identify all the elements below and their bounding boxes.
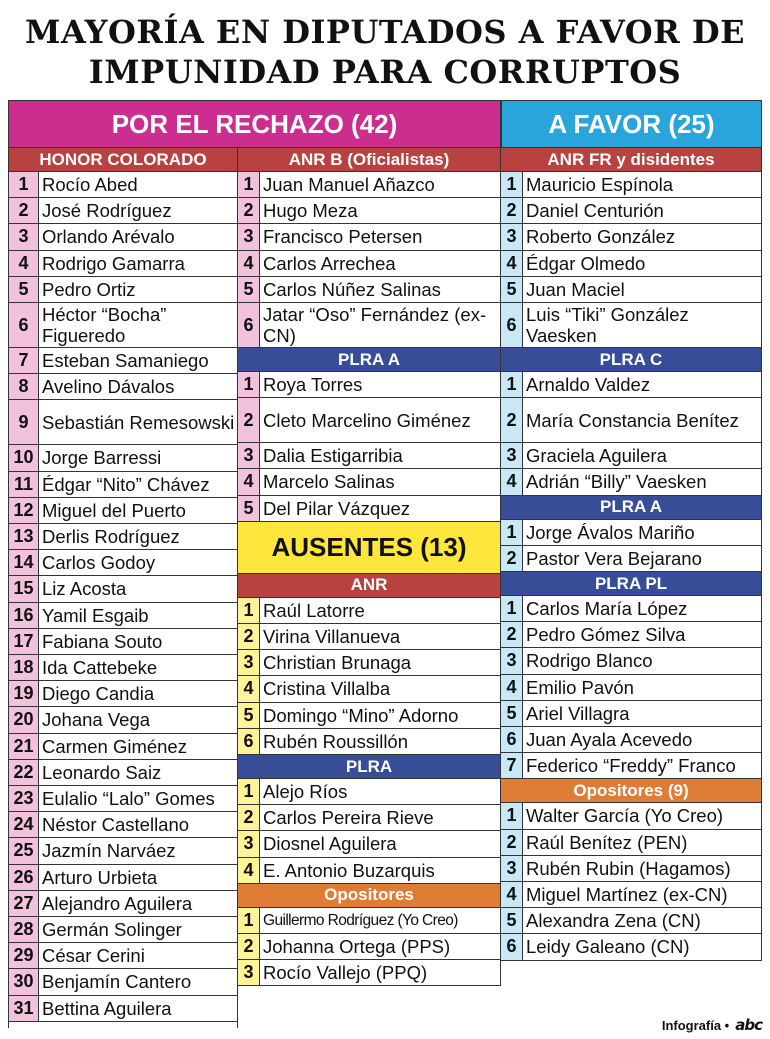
member-number: 8 [9, 374, 39, 399]
member-number: 3 [238, 443, 260, 468]
member-name: Rodrigo Blanco [526, 650, 653, 672]
list-item [501, 908, 761, 934]
list-item [9, 400, 237, 445]
list-item [9, 865, 237, 891]
list-item [501, 622, 761, 648]
member-number: 4 [501, 882, 523, 907]
list-item [238, 624, 500, 650]
member-number: 4 [9, 251, 39, 276]
member-number: 5 [238, 703, 260, 728]
list-item [501, 934, 761, 960]
member-name: Fabiana Souto [42, 630, 163, 652]
member-name: Mauricio Espínola [526, 174, 674, 196]
member-number: 7 [9, 348, 39, 373]
list-item [9, 917, 237, 943]
list-item [238, 908, 500, 934]
member-number: 4 [238, 251, 260, 276]
list-item [501, 803, 761, 829]
member-name: Miguel del Puerto [42, 499, 186, 521]
member-name: Pedro Gómez Silva [526, 624, 686, 646]
list-item [9, 445, 237, 471]
list-item [9, 374, 237, 400]
list-item [9, 603, 237, 629]
list-item [9, 760, 237, 786]
list-item [238, 676, 500, 702]
member-number: 5 [238, 277, 260, 302]
member-name: Juan Ayala Acevedo [526, 729, 693, 751]
section-anr-fr: ANR FR y disidentes [501, 148, 761, 172]
member-name: Arnaldo Valdez [526, 374, 651, 396]
member-name: Francisco Petersen [263, 226, 423, 248]
list-item [501, 596, 761, 622]
member-name: Domingo “Mino” Adorno [263, 704, 459, 726]
member-name: Rocío Vallejo (PPQ) [263, 962, 428, 984]
member-number: 2 [238, 398, 260, 442]
member-number: 2 [501, 398, 523, 442]
section-anr-b: ANR B (Oficialistas) [238, 148, 500, 172]
member-name: Yamil Esgaib [42, 604, 149, 626]
member-name: Édgar “Nito” Chávez [42, 473, 210, 495]
member-name: Johanna Ortega (PPS) [263, 936, 451, 958]
member-number: 1 [238, 908, 260, 933]
member-name: Raúl Benítez (PEN) [526, 831, 688, 853]
member-number: 5 [238, 496, 260, 521]
list-item [9, 172, 237, 198]
member-name: Édgar Olmedo [526, 252, 646, 274]
list-item [501, 727, 761, 753]
list-item [9, 707, 237, 733]
member-name: Liz Acosta [42, 578, 127, 600]
member-number: 2 [238, 805, 260, 830]
member-number: 10 [9, 445, 39, 470]
member-name: Orlando Arévalo [42, 226, 175, 248]
member-number: 1 [501, 803, 523, 828]
list-item [238, 398, 500, 443]
member-name: Carlos Godoy [42, 552, 156, 574]
list-item [9, 524, 237, 550]
member-number: 1 [501, 172, 523, 197]
member-number: 30 [9, 969, 39, 994]
list-item [9, 348, 237, 374]
member-number: 11 [9, 472, 39, 497]
member-name: Leidy Galeano (CN) [526, 936, 690, 958]
member-name: Rocío Abed [42, 174, 138, 196]
member-number: 28 [9, 917, 39, 942]
member-name: Leonardo Saiz [42, 761, 162, 783]
member-number: 25 [9, 838, 39, 863]
abc-logo: abc [735, 1016, 762, 1034]
list-item [238, 858, 500, 884]
member-name: Jorge Ávalos Mariño [526, 521, 695, 543]
list-item [501, 372, 761, 398]
member-number: 4 [501, 251, 523, 276]
list-item [501, 251, 761, 277]
column-middle [238, 148, 501, 986]
list-item [501, 469, 761, 495]
member-name: Guillermo Rodríguez (Yo Creo) [263, 911, 458, 929]
member-name: Pedro Ortiz [42, 278, 136, 300]
title-line-2: IMPUNIDAD PARA CORRUPTOS [88, 53, 682, 91]
list-item [9, 943, 237, 969]
member-number: 6 [9, 303, 39, 347]
list-item [501, 277, 761, 303]
member-name: E. Antonio Buzarquis [263, 859, 435, 881]
member-number: 1 [238, 598, 260, 623]
member-number: 21 [9, 734, 39, 759]
member-number: 24 [9, 812, 39, 837]
section-opositores-ausentes: Opositores [238, 884, 500, 908]
member-number: 4 [238, 676, 260, 701]
member-name: Graciela Aguilera [526, 445, 667, 467]
member-name: Derlis Rodríguez [42, 526, 180, 548]
member-name: Carlos Pereira Rieve [263, 807, 434, 829]
list-item [238, 303, 500, 348]
member-name: César Cerini [42, 945, 145, 967]
member-number: 2 [238, 934, 260, 959]
member-name: Adrián “Billy” Vaesken [526, 471, 707, 493]
list-item [238, 277, 500, 303]
member-number: 5 [501, 908, 523, 933]
header-ausentes: AUSENTES (13) [238, 522, 500, 574]
member-number: 2 [501, 546, 523, 571]
list-item [501, 224, 761, 250]
member-name: Germán Solinger [42, 919, 182, 941]
member-name: Roberto González [526, 226, 676, 248]
list-item [238, 198, 500, 224]
member-name: Federico “Freddy” Franco [526, 755, 736, 777]
member-number: 5 [501, 277, 523, 302]
member-name: Ariel Villagra [526, 702, 630, 724]
member-name: Sebastián Remesowski [42, 411, 235, 433]
list-item [238, 831, 500, 857]
list-item [9, 303, 237, 348]
member-name: Raúl Latorre [263, 599, 365, 621]
infographic-title [0, 12, 770, 92]
member-number: 1 [238, 779, 260, 804]
section-plra-c: PLRA C [501, 348, 761, 372]
list-item [9, 681, 237, 707]
list-item [501, 830, 761, 856]
member-number: 3 [238, 650, 260, 675]
member-name: Rodrigo Gamarra [42, 252, 185, 274]
member-number: 6 [501, 303, 523, 347]
column-a-favor [501, 148, 762, 961]
member-name: Luis “Tiki” González Vaesken [526, 304, 689, 346]
member-number: 6 [501, 727, 523, 752]
member-name: Miguel Martínez (ex-CN) [526, 884, 728, 906]
member-number: 2 [9, 198, 39, 223]
member-number: 18 [9, 655, 39, 680]
list-item [238, 960, 500, 986]
member-name: Bettina Aguilera [42, 997, 172, 1019]
list-item [501, 856, 761, 882]
list-item [9, 838, 237, 864]
member-name: Jatar “Oso” Fernández (ex-CN) [263, 304, 487, 346]
member-number: 3 [501, 856, 523, 881]
list-item [9, 734, 237, 760]
member-name: Marcelo Salinas [263, 471, 395, 493]
member-name: Emilio Pavón [526, 676, 634, 698]
list-item [238, 598, 500, 624]
list-item [501, 303, 761, 348]
list-item [238, 443, 500, 469]
member-number: 3 [238, 831, 260, 856]
list-item [9, 550, 237, 576]
member-number: 7 [501, 753, 523, 778]
member-name: Jazmín Narváez [42, 840, 176, 862]
member-name: Christian Brunaga [263, 652, 412, 674]
section-plra-pl: PLRA PL [501, 572, 761, 596]
list-item [501, 398, 761, 443]
member-name: Carmen Giménez [42, 735, 187, 757]
list-item [238, 934, 500, 960]
list-item [238, 172, 500, 198]
list-item [9, 812, 237, 838]
member-name: Diosnel Aguilera [263, 833, 397, 855]
member-number: 4 [501, 675, 523, 700]
member-number: 15 [9, 576, 39, 601]
member-number: 27 [9, 891, 39, 916]
member-name: Arturo Urbieta [42, 866, 158, 888]
list-item [238, 469, 500, 495]
list-item [9, 277, 237, 303]
member-number: 4 [501, 469, 523, 494]
list-item [238, 224, 500, 250]
list-item [501, 701, 761, 727]
footer-credit [662, 1014, 762, 1036]
member-number: 31 [9, 996, 39, 1021]
member-name: Rubén Rubin (Hagamos) [526, 857, 731, 879]
header-a-favor: A FAVOR (25) [501, 100, 762, 148]
column-honor-colorado [8, 148, 238, 1028]
member-number: 5 [501, 701, 523, 726]
member-number: 1 [9, 172, 39, 197]
member-number: 3 [501, 443, 523, 468]
member-number: 26 [9, 865, 39, 890]
member-number: 2 [238, 624, 260, 649]
list-item [501, 520, 761, 546]
list-item [501, 546, 761, 572]
member-number: 12 [9, 498, 39, 523]
list-item [238, 496, 500, 522]
member-name: Jorge Barressi [42, 447, 162, 469]
member-name: Juan Maciel [526, 278, 625, 300]
member-name: Eulalio “Lalo” Gomes [42, 788, 215, 810]
list-item [501, 882, 761, 908]
member-number: 2 [238, 198, 260, 223]
list-item [9, 969, 237, 995]
list-item [9, 576, 237, 602]
member-number: 4 [238, 469, 260, 494]
list-item [9, 629, 237, 655]
member-number: 29 [9, 943, 39, 968]
list-item [9, 498, 237, 524]
member-number: 3 [238, 960, 260, 985]
member-number: 3 [501, 224, 523, 249]
list-item [238, 729, 500, 755]
member-number: 17 [9, 629, 39, 654]
list-item [501, 172, 761, 198]
list-item [238, 805, 500, 831]
infografia-label: Infografía • [661, 1017, 730, 1033]
member-number: 23 [9, 786, 39, 811]
member-number: 1 [238, 172, 260, 197]
member-number: 16 [9, 603, 39, 628]
member-name: Avelino Dávalos [42, 376, 175, 398]
member-number: 2 [501, 622, 523, 647]
list-item [501, 753, 761, 779]
member-number: 13 [9, 524, 39, 549]
member-name: Juan Manuel Añazco [263, 174, 435, 196]
list-item [501, 443, 761, 469]
member-name: Daniel Centurión [526, 200, 664, 222]
member-number: 1 [501, 520, 523, 545]
member-number: 14 [9, 550, 39, 575]
member-name: Carlos Arrechea [263, 252, 396, 274]
list-item [238, 779, 500, 805]
section-plra-a-favor: PLRA A [501, 496, 761, 520]
member-number: 1 [238, 372, 260, 397]
list-item [238, 251, 500, 277]
member-number: 6 [501, 934, 523, 959]
member-number: 1 [501, 596, 523, 621]
member-name: Rubén Roussillón [263, 730, 409, 752]
member-name: Diego Candia [42, 683, 155, 705]
list-item [9, 251, 237, 277]
list-item [9, 786, 237, 812]
member-name: Alejandro Aguilera [42, 892, 193, 914]
member-number: 3 [238, 224, 260, 249]
member-name: Carlos María López [526, 598, 688, 620]
list-item [9, 472, 237, 498]
section-opositores-favor: Opositores (9) [501, 779, 761, 803]
member-number: 2 [501, 198, 523, 223]
member-name: Hugo Meza [263, 200, 358, 222]
header-por-el-rechazo: POR EL RECHAZO (42) [8, 100, 501, 148]
member-number: 22 [9, 760, 39, 785]
member-number: 6 [238, 729, 260, 754]
section-plra-a-rechazo: PLRA A [238, 348, 500, 372]
section-anr-ausentes: ANR [238, 574, 500, 598]
member-number: 3 [501, 648, 523, 673]
member-name: Alejo Ríos [263, 781, 348, 803]
list-item [9, 655, 237, 681]
member-name: Héctor “Bocha” Figueredo [42, 304, 167, 346]
list-item [9, 224, 237, 250]
member-name: Ida Cattebeke [42, 657, 158, 679]
member-name: Del Pilar Vázquez [263, 497, 411, 519]
member-name: María Constancia Benítez [526, 409, 739, 431]
list-item [9, 198, 237, 224]
member-name: Walter García (Yo Creo) [526, 805, 724, 827]
list-item [9, 891, 237, 917]
list-item [501, 675, 761, 701]
member-number: 19 [9, 681, 39, 706]
member-number: 3 [9, 224, 39, 249]
member-name: Virina Villanueva [263, 626, 401, 648]
member-name: Cleto Marcelino Giménez [263, 409, 471, 431]
section-plra-ausentes: PLRA [238, 755, 500, 779]
list-item [501, 648, 761, 674]
member-number: 2 [501, 830, 523, 855]
title-line-1: MAYORÍA EN DIPUTADOS A FAVOR DE [25, 13, 745, 51]
member-name: Cristina Villalba [263, 678, 391, 700]
member-number: 5 [9, 277, 39, 302]
list-item [238, 650, 500, 676]
member-name: Alexandra Zena (CN) [526, 910, 701, 932]
member-number: 4 [238, 858, 260, 883]
member-name: Benjamín Cantero [42, 971, 192, 993]
member-name: Dalia Estigarribia [263, 445, 403, 467]
member-name: Johana Vega [42, 709, 151, 731]
member-number: 6 [238, 303, 260, 347]
member-name: Néstor Castellano [42, 814, 190, 836]
list-item [238, 703, 500, 729]
member-name: Esteban Samaniego [42, 350, 209, 372]
member-name: José Rodríguez [42, 200, 172, 222]
list-item [501, 198, 761, 224]
member-name: Roya Torres [263, 374, 363, 396]
member-number: 20 [9, 707, 39, 732]
list-item [9, 996, 237, 1022]
member-number: 9 [9, 400, 39, 444]
section-honor-colorado: HONOR COLORADO [9, 148, 237, 172]
member-name: Pastor Vera Bejarano [526, 547, 702, 569]
member-number: 1 [501, 372, 523, 397]
member-name: Carlos Núñez Salinas [263, 278, 441, 300]
list-item [238, 372, 500, 398]
